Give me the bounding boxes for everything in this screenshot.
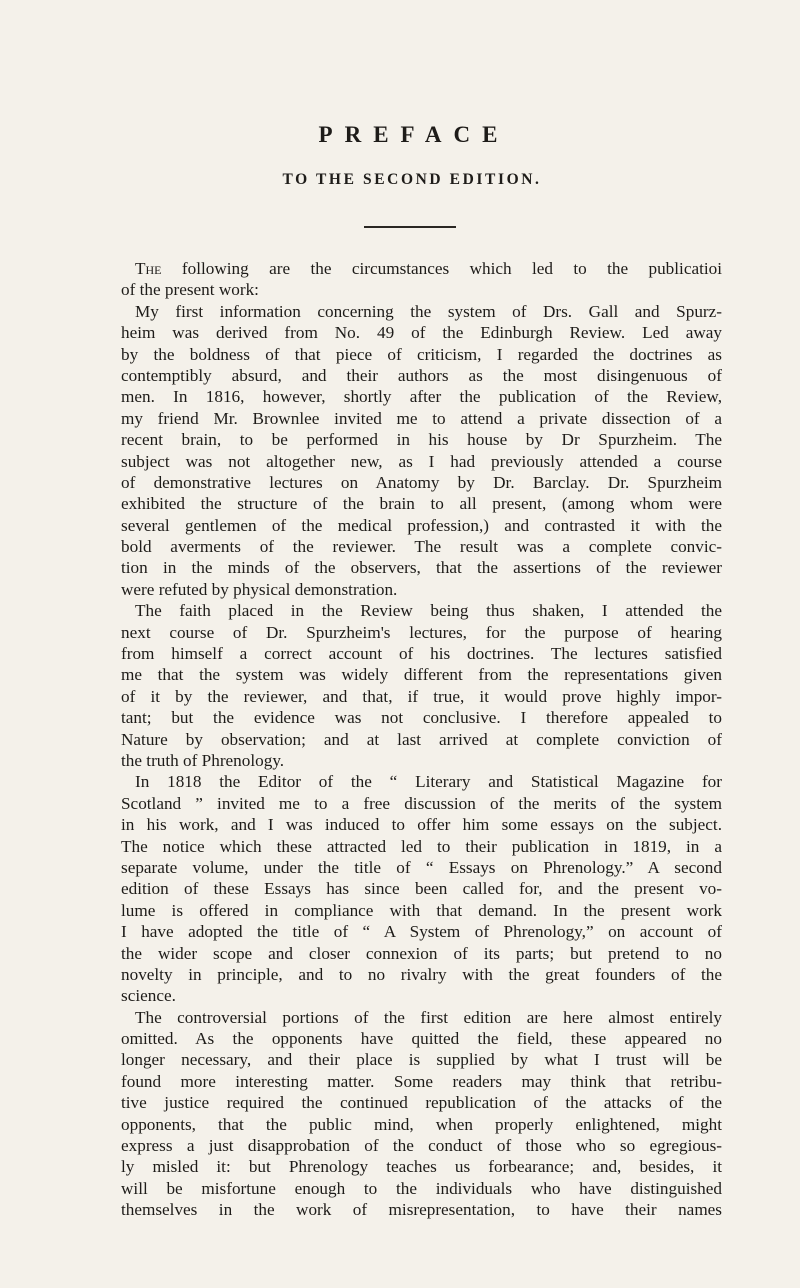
text-line: me that the system was widely different from the representations given [121,665,722,685]
text-line: subject was not altogether new, as I had previously attended a course [121,451,722,471]
text-line: the wider scope and closer connexion of its parts; but pretend to no [121,943,722,963]
text-line: contemptibly absurd, and their authors as the most disingenuous of [121,365,722,385]
text-line [121,258,722,279]
text-line: The controversial portions of the first edition are here almost entirely [135,1007,722,1027]
text-line: novelty in principle, and to no rivalry with the great founders of the [121,964,722,984]
text-line: from himself a correct account of his doctrines. The lectures satisfied [121,644,722,664]
text-line: Scotland ” invited me to a free discussion of the merits of the system [121,793,722,813]
text-line: I have adopted the title of “ A System of Phrenology,” on account of [121,922,722,942]
text-line: edition of these Essays has since been called for, and the present vo- [121,879,722,899]
page-title: PREFACE [318,122,510,147]
text-line: in his work, and I was induced to offer him some essays on the subject. [121,815,722,835]
line-text: following are the circumstances which led to the publicatioi [161,259,722,278]
text-line: themselves in the work of misrepresentation, to have their names [121,1200,722,1220]
text-line: ly misled it: but Phrenology teaches us forbearance; and, besides, it [121,1157,722,1177]
text-line: the truth of Phrenology. [121,750,285,770]
text-line: exhibited the structure of the brain to all present, (among whom were [121,494,722,514]
text-line: lume is offered in compliance with that demand. In the present work [121,900,722,920]
page-subtitle: TO THE SECOND EDITION. [282,171,542,188]
text-line: opponents, that the public mind, when properly enlightened, might [121,1114,722,1134]
text-line: found more interesting matter. Some readers may think that retribu- [121,1071,722,1091]
text-line: bold averments of the reviewer. The result was a complete convic- [121,537,722,557]
text-line: tive justice required the continued republication of the attacks of the [121,1093,722,1113]
text-line: omitted. As the opponents have quitted the field, these appeared no [121,1029,722,1049]
text-line: by the boldness of that piece of criticism, I regarded the doctrines as [121,344,722,364]
opening-word: The [135,259,162,278]
text-line: recent brain, to be performed in his house by Dr Spurzheim. The [121,430,722,450]
text-line: separate volume, under the title of “ Essays on Phrenology.” A second [121,857,722,877]
text-line: several gentlemen of the medical profession,) and contrasted it with the [121,515,722,535]
text-line: My first information concerning the system of Drs. Gall and Spurz- [135,301,722,321]
preface-body [121,258,722,1221]
text-line: longer necessary, and their place is supplied by what I trust will be [121,1050,722,1070]
title-divider [364,226,456,228]
text-line: express a just disapprobation of the conduct of those who so egregious- [121,1136,722,1156]
text-line: of demonstrative lectures on Anatomy by Dr. Barclay. Dr. Spurzheim [121,472,722,492]
text-line: of the present work: [121,280,259,300]
text-line: my friend Mr. Brownlee invited me to attend a private dissection of a [121,408,722,428]
text-line: Nature by observation; and at last arrived at complete conviction of [121,729,722,749]
text-line: The faith placed in the Review being thus shaken, I attended the [135,601,722,621]
text-line: will be misfortune enough to the individuals who have distinguished [121,1178,722,1198]
text-line: tion in the minds of the observers, that the assertions of the reviewer [121,558,722,578]
text-line: In 1818 the Editor of the “ Literary and Statistical Magazine for [135,772,722,792]
text-line: heim was derived from No. 49 of the Edinburgh Review. Led away [121,323,722,343]
text-line: men. In 1816, however, shortly after the publication of the Review, [121,387,722,407]
text-line: tant; but the evidence was not conclusive. I therefore appealed to [121,708,722,728]
text-line: The notice which these attracted led to their publication in 1819, in a [121,836,722,856]
text-line: were refuted by physical demonstration. [121,579,398,599]
text-line: next course of Dr. Spurzheim's lectures, for the purpose of hearing [121,622,722,642]
text-line: science. [121,986,176,1006]
text-line: of it by the reviewer, and that, if true, it would prove highly impor- [121,686,722,706]
